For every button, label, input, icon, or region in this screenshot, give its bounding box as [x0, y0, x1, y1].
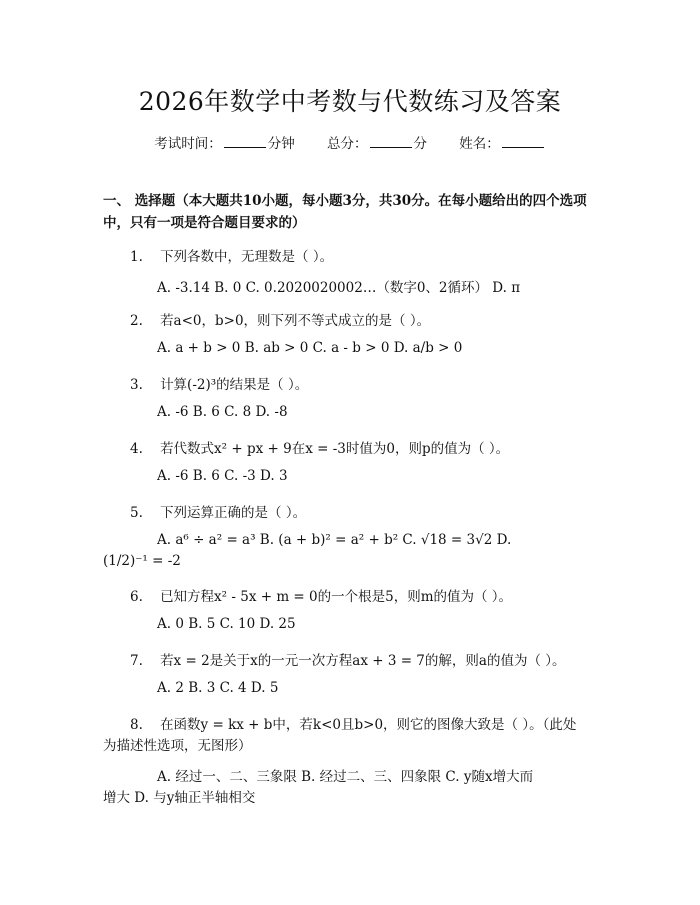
- time-blank: [224, 135, 266, 148]
- question-1-options: A. -3.14 B. 0 C. 0.2020020002…（数字0、2循环） D. π: [157, 280, 521, 296]
- question-1: [130, 245, 333, 265]
- question-5-options: A. a⁶ ÷ a² = a³ B. (a + b)² = a² + b² C. √18 = 3√2 D.: [157, 532, 512, 548]
- question-number: 5.: [130, 505, 143, 521]
- section-heading: 一、 选择题（本大题共10小题，每小题3分，共30分。在每小题给出的四个选项中，只有一项是符合题目要求的）: [103, 193, 587, 231]
- question-text: 若x = 2是关于x的一元一次方程ax + 3 = 7的解，则a的值为（ ）。: [160, 653, 566, 669]
- score-blank: [370, 135, 412, 148]
- question-number: 4.: [130, 441, 143, 457]
- question-number: 1.: [130, 249, 143, 265]
- question-5: [130, 501, 306, 521]
- question-7: [130, 649, 566, 669]
- question-8-options-cont: 增大 D. 与y轴正半轴相交: [103, 790, 256, 806]
- question-3-options: A. -6 B. 6 C. 8 D. -8: [157, 404, 288, 420]
- score-label: 总分：: [327, 136, 368, 152]
- question-text: 若a<0，b>0，则下列不等式成立的是（ ）。: [160, 313, 431, 329]
- question-6-options: A. 0 B. 5 C. 10 D. 25: [157, 616, 296, 632]
- question-text: 计算(-2)³的结果是（ ）。: [160, 377, 309, 393]
- question-number: 3.: [130, 377, 143, 393]
- score-field: [327, 136, 427, 152]
- exam-info-line: [0, 132, 700, 152]
- score-unit: 分: [413, 136, 427, 152]
- name-label: 姓名：: [459, 136, 500, 152]
- question-number: 2.: [130, 313, 143, 329]
- question-4-options: A. -6 B. 6 C. -3 D. 3: [157, 468, 288, 484]
- name-blank: [502, 135, 544, 148]
- question-3: [130, 373, 308, 393]
- time-label: 考试时间：: [154, 136, 222, 152]
- time-field: [154, 136, 295, 152]
- question-number: 6.: [130, 589, 143, 605]
- question-number: 7.: [130, 653, 143, 669]
- question-5-options-cont: (1/2)⁻¹ = -2: [103, 553, 181, 569]
- question-6: [130, 585, 512, 605]
- question-8: [130, 713, 576, 733]
- question-2: [130, 309, 430, 329]
- question-4: [130, 437, 509, 457]
- question-text: 下列各数中，无理数是（ ）。: [160, 249, 334, 265]
- question-2-options: A. a + b > 0 B. ab > 0 C. a - b > 0 D. a/b > 0: [157, 340, 463, 356]
- question-text: 下列运算正确的是（ ）。: [160, 505, 307, 521]
- time-unit: 分钟: [267, 136, 295, 152]
- question-8-text-cont: 为描述性选项，无图形）: [103, 738, 252, 754]
- question-7-options: A. 2 B. 3 C. 4 D. 5: [157, 680, 279, 696]
- name-field: [459, 136, 546, 152]
- question-text: 已知方程x² - 5x + m = 0的一个根是5，则m的值为（ ）。: [160, 589, 513, 605]
- question-number: 8.: [130, 717, 143, 733]
- document-title: 2026年数学中考数与代数练习及答案: [138, 87, 562, 116]
- question-text: 在函数y = kx + b中，若k<0且b>0，则它的图像大致是（ ）。（此处: [160, 717, 577, 733]
- question-text: 若代数式x² + px + 9在x = -3时值为0，则p的值为（ ）。: [160, 441, 510, 457]
- question-8-options: A. 经过一、二、三象限 B. 经过二、三、四象限 C. y随x增大而: [157, 769, 534, 785]
